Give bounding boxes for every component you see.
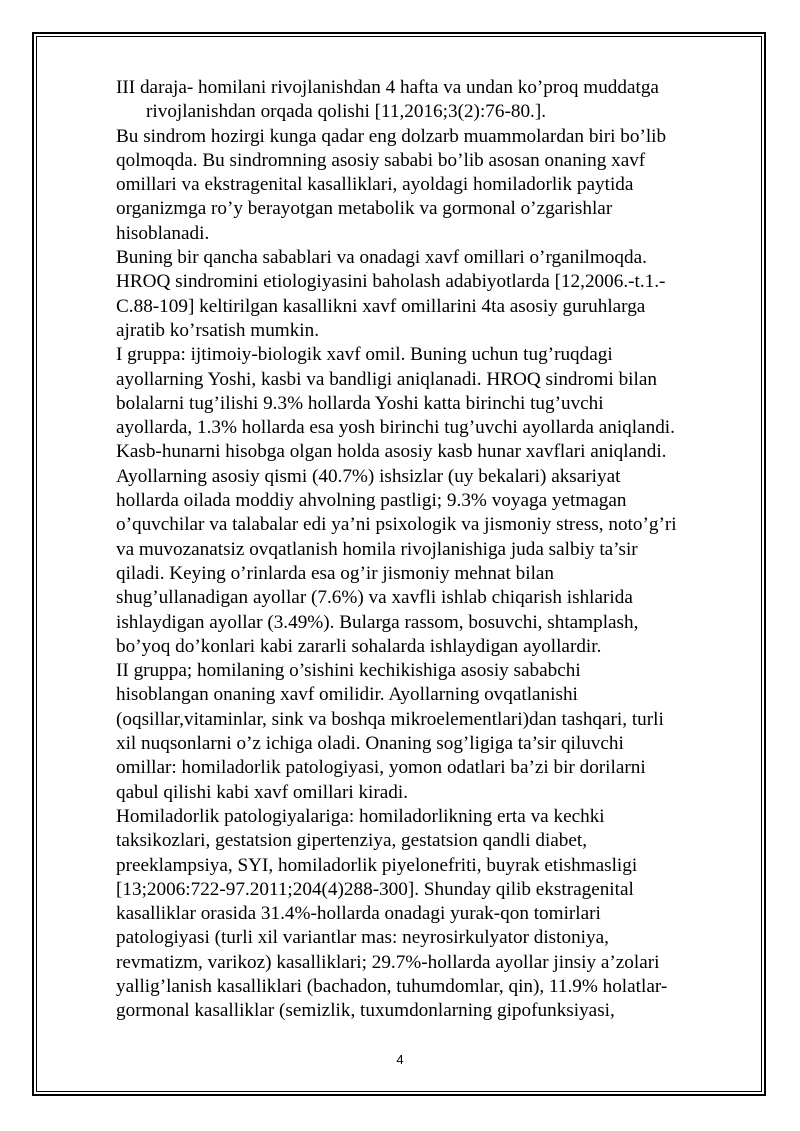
text-line: preeklampsiya, SYI, homiladorlik piyelonefriti, buyrak etishmasligi <box>116 854 638 876</box>
text-line: kasalliklar orasida 31.4%-hollarda onadagi yurak-qon tomirlari <box>116 903 601 925</box>
text-line: yallig’lanish kasalliklari (bachadon, tuhumdomlar, qin), 11.9% holatlar- <box>116 975 668 997</box>
text-line: Kasb-hunarni hisobga olgan holda asosiy kasb hunar xavflari aniqlandi. <box>116 441 667 463</box>
text-line: va muvozanatsiz ovqatlanish homila rivojlanishiga juda salbiy ta’sir <box>116 538 638 560</box>
text-line: Ayollarning asosiy qismi (40.7%) ishsizlar (uy bekalari) aksariyat <box>116 465 621 487</box>
text-line: hisoblangan onaning xavf omilidir. Ayollarning ovqatlanishi <box>116 684 578 706</box>
text-line: ayollarning Yoshi, kasbi va bandligi aniqlanadi. HROQ sindromi bilan <box>116 368 657 390</box>
text-line: shug’ullanadigan ayollar (7.6%) va xavfli ishlab chiqarish ishlarida <box>116 587 633 609</box>
text-line: qolmoqda. Bu sindromning asosiy sababi bo’lib asosan onaning xavf <box>116 149 646 171</box>
text-line: (oqsillar,vitaminlar, sink va boshqa mikroelementlari)dan tashqari, turli <box>116 708 664 730</box>
text-line: C.88-109] keltirilgan kasallikni xavf omillarini 4ta asosiy guruhlarga <box>116 295 646 317</box>
text-line: III daraja- homilani rivojlanishdan 4 hafta va undan ko’proq muddatga <box>116 77 659 98</box>
text-line: taksikozlari, gestatsion gipertenziya, gestatsion qandli diabet, <box>116 830 588 852</box>
text-line: Bu sindrom hozirgi kunga qadar eng dolzarb muammolardan biri bo’lib <box>116 125 667 147</box>
text-line: I gruppa: ijtimoiy-biologik xavf omil. Buning uchun tug’ruqdagi <box>116 344 613 366</box>
text-line: gormonal kasalliklar (semizlik, tuxumdonlarning gipofunksiyasi, <box>116 1000 615 1022</box>
text-line: qabul qilishi kabi xavf omillari kiradi. <box>116 781 409 803</box>
text-line: ajratib ko’rsatish mumkin. <box>116 319 320 341</box>
text-line: II gruppa; homilaning o’sishini kechikishiga asosiy sababchi <box>116 660 581 682</box>
text-line: rivojlanishdan orqada qolishi [11,2016;3(2):76-80.]. <box>146 101 547 123</box>
text-line: HROQ sindromini etiologiyasini baholash adabiyotlarda [12,2006.-t.1.- <box>116 271 666 293</box>
text-line: xil nuqsonlarni o’z ichiga oladi. Onaning sog’ligiga ta’sir qiluvchi <box>116 733 624 755</box>
text-line: ayollarda, 1.3% hollarda esa yosh birinchi tug’uvchi ayollarda aniqlandi. <box>116 417 675 439</box>
text-line: omillari va ekstragenital kasalliklari, ayoldagi homiladorlik paytida <box>116 174 634 196</box>
text-line: patologiyasi (turli xil variantlar mas: neyrosirkulyator distoniya, <box>116 927 609 949</box>
text-line: ishlaydigan ayollar (3.49%). Bularga rassom, bosuvchi, shtamplash, <box>116 611 639 633</box>
text-line: Homiladorlik patologiyalariga: homiladorlikning erta va kechki <box>116 805 605 827</box>
text-line: hisoblanadi. <box>116 222 210 244</box>
page-number: 4 <box>396 1052 404 1067</box>
text-line: bo’yoq do’konlari kabi zararli sohalarda ishlaydigan ayollardir. <box>116 635 602 657</box>
text-line: [13;2006:722-97.2011;204(4)288-300]. Shunday qilib ekstragenital <box>116 878 634 900</box>
text-line: Buning bir qancha sabablari va onadagi xavf omillari o’rganilmoqda. <box>116 247 647 269</box>
text-line: bolalarni tug’ilishi 9.3% hollarda Yoshi katta birinchi tug’uvchi <box>116 392 604 414</box>
text-line: omillar: homiladorlik patologiyasi, yomon odatlari ba’zi bir dorilarni <box>116 757 646 779</box>
document-body <box>116 76 746 1024</box>
text-line: o’quvchilar va talabalar edi ya’ni psixologik va jismoniy stress, noto’g’ri <box>116 514 677 536</box>
text-line: qiladi. Keying o’rinlarda esa og’ir jismoniy mehnat bilan <box>116 562 555 584</box>
text-line: hollarda oilada moddiy ahvolning pastligi; 9.3% voyaga yetmagan <box>116 490 627 512</box>
text-line: revmatizm, varikoz) kasalliklari; 29.7%-hollarda ayollar jinsiy a’zolari <box>116 951 660 973</box>
text-line: organizmga ro’y berayotgan metabolik va gormonal o’zgarishlar <box>116 198 613 220</box>
